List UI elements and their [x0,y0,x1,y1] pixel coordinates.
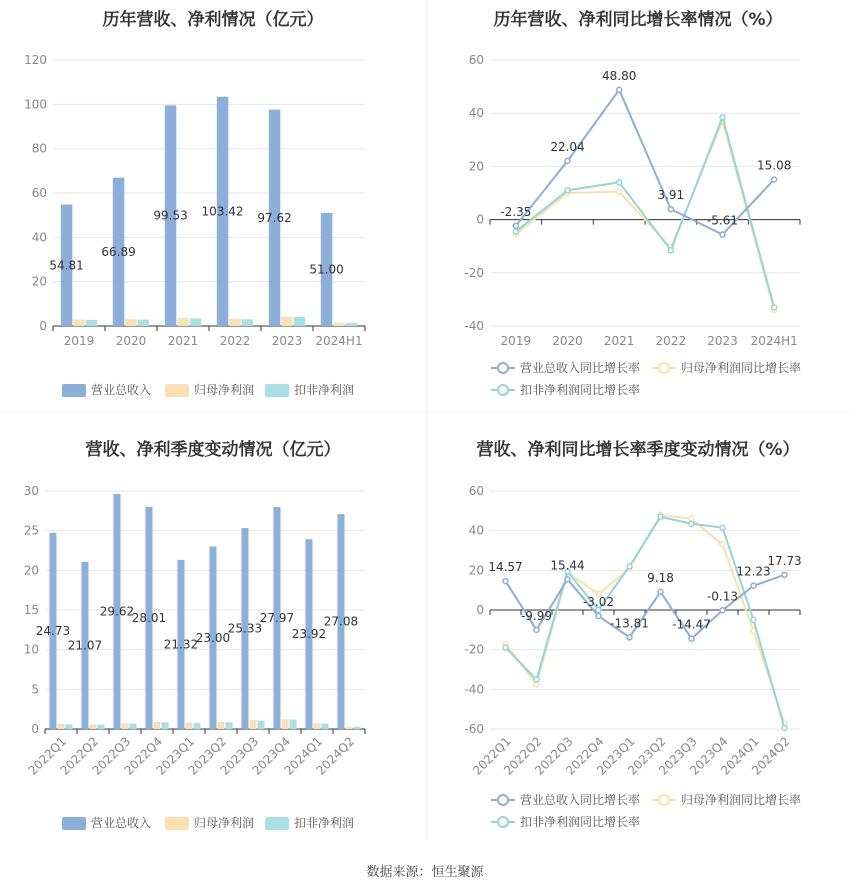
series-point [627,635,632,640]
quarterly-growth-rate-line-chart [464,439,801,829]
bar-deducted-profit [242,319,253,326]
bar-value-label: 28.01 [131,610,167,625]
series-point [513,229,518,234]
bar-value-label: 23.00 [195,630,231,645]
legend-swatch-marker [498,363,508,373]
bar-value-label: 51.00 [309,262,344,277]
x-tick-label: 2024Q2 [749,734,793,778]
bar-net-profit [57,724,64,729]
point-value-label: -2.35 [500,204,532,219]
legend-swatch-marker [659,363,669,373]
bar-value-label: 23.92 [291,627,327,642]
bar-net-profit [281,719,288,729]
point-value-label: 48.80 [601,68,637,83]
y-tick-label: 20 [23,563,39,578]
point-value-label: 14.57 [488,560,523,575]
legend-swatch [265,384,289,397]
x-tick-label: 2023Q3 [217,734,262,778]
bar-deducted-profit [294,317,305,326]
legend-swatch [62,817,86,830]
legend-label: 归母净利润 [194,383,255,397]
bar-value-label: 21.32 [163,637,199,652]
y-tick-label: -40 [464,319,484,333]
legend-label: 扣非净利润 [294,816,355,830]
series-point [751,617,756,622]
x-tick-label: 2022Q4 [563,734,607,778]
series-point [596,613,601,618]
x-tick-label: 2021 [603,334,635,348]
bar-net-profit [249,720,256,729]
x-tick-label: 2022 [219,334,251,348]
bar-value-label: 27.08 [323,614,359,629]
series-point [720,232,725,237]
bar-deducted-profit [162,722,169,729]
y-tick-label: -40 [464,682,484,697]
series-point [658,514,663,519]
series-point [689,636,694,641]
series-point [668,207,673,212]
chart-title: 营收、净利季度变动情况（亿元） [85,440,341,460]
x-tick-label: 2022Q1 [25,734,70,778]
legend-label: 营业总收入 [91,383,152,397]
x-tick-label: 2020 [552,334,583,348]
bar-value-label: 27.97 [259,611,295,626]
point-value-label: 17.73 [767,553,802,568]
bar-deducted-profit [194,723,201,729]
x-tick-label: 2023Q4 [249,734,294,778]
legend-label: 营业总收入同比增长率 [520,793,641,807]
legend-label: 归母净利润同比增长率 [681,361,802,375]
bar-value-label: 66.89 [101,244,136,259]
x-tick-label: 2020 [115,334,147,348]
bar-value-label: 97.62 [257,210,292,225]
x-tick-label: 2023Q1 [594,734,638,778]
point-value-label: 3.91 [657,188,685,203]
series-point [617,189,622,194]
bar-deducted-profit [66,724,73,729]
x-tick-label: 2022 [655,334,687,348]
y-tick-label: 0 [476,212,484,227]
legend-swatch-marker [498,795,508,805]
bar-value-label: 54.81 [49,258,84,273]
point-value-label: 15.44 [550,558,585,573]
series-point [658,589,663,594]
legend-swatch-marker [498,385,508,395]
y-tick-label: 120 [24,53,47,67]
y-tick-label: 20 [468,563,484,578]
y-tick-label: 60 [468,53,484,67]
annual-revenue-profit-bar-chart [24,9,365,397]
point-value-label: 12.23 [736,564,771,579]
series-point [782,726,787,731]
series-point [503,579,508,584]
y-tick-label: 20 [468,159,484,174]
series-point [565,158,570,163]
x-tick-label: 2022Q3 [532,734,576,778]
y-tick-label: 25 [23,523,39,538]
y-tick-label: 20 [31,274,47,289]
y-tick-label: 0 [31,722,39,736]
y-tick-label: 60 [31,186,47,200]
bar-deducted-profit [98,725,105,729]
series-point [668,248,673,253]
bar-deducted-profit [258,721,265,729]
x-tick-label: 2023Q3 [656,734,700,778]
series-point [513,223,518,228]
chart-title: 营收、净利同比增长率季度变动情况（%） [476,440,800,460]
bar-value-label: 24.73 [35,623,71,638]
bar-net-profit [345,727,352,729]
series-point [720,525,725,530]
bar-deducted-profit [86,320,97,326]
y-tick-label: -60 [464,722,484,736]
series-point [617,180,622,185]
x-tick-label: 2022Q2 [501,734,545,778]
y-tick-label: 30 [23,484,39,498]
bar-net-profit [217,722,224,729]
bar-deducted-profit [226,722,233,729]
bar-deducted-profit [130,723,137,729]
x-tick-label: 2023 [707,334,738,348]
x-tick-label: 2024H1 [750,334,798,348]
bar-net-profit [153,722,160,729]
x-tick-label: 2022Q3 [89,734,134,778]
series-point [565,188,570,193]
bar-deducted-profit [346,323,357,326]
y-tick-label: -20 [464,265,484,280]
x-tick-label: 2022Q2 [57,734,102,778]
data-source-label: 数据来源：恒生聚源 [366,865,484,880]
x-tick-label: 2024Q1 [281,734,326,778]
legend-swatch-marker [659,795,669,805]
legend-swatch [265,817,289,830]
point-value-label: -5.61 [706,213,739,228]
series-point [772,305,777,310]
series-point [751,583,756,588]
legend-swatch [165,817,189,830]
chart-title: 历年营收、净利情况（亿元） [102,10,324,30]
y-tick-label: 40 [468,106,484,121]
bar-net-profit [313,723,320,729]
annual-growth-rate-line-chart [464,9,801,397]
y-tick-label: 40 [31,230,47,245]
bar-net-profit [121,723,128,729]
legend-swatch [165,384,189,397]
y-tick-label: 60 [468,484,484,498]
y-tick-label: 0 [476,603,484,617]
y-tick-label: 15 [23,603,39,617]
x-tick-label: 2019 [63,334,95,348]
bar-deducted-profit [290,719,297,729]
bar-deducted-profit [190,318,201,326]
series-point [720,542,725,547]
bar-value-label: 99.53 [153,208,188,223]
x-tick-label: 2023Q2 [185,734,230,778]
x-tick-label: 2023 [271,334,303,348]
legend-label: 营业总收入同比增长率 [520,361,641,375]
point-value-label: 15.08 [756,158,792,173]
x-tick-label: 2023Q1 [153,734,198,778]
series-point [503,645,508,650]
bar-net-profit [89,724,96,729]
point-value-label: -13.81 [610,616,649,631]
series-point [689,521,694,526]
y-tick-label: 80 [31,141,47,156]
point-value-label: -14.47 [672,617,711,632]
legend-label: 扣非净利润 [294,383,355,397]
bar-net-profit [177,318,188,326]
y-tick-label: 100 [24,97,47,112]
y-tick-label: 0 [39,319,47,333]
series-point [720,115,725,120]
bar-value-label: 29.62 [99,604,135,619]
series-point [617,87,622,92]
bar-value-label: 25.33 [227,621,263,636]
x-tick-label: 2021 [167,334,199,348]
legend-swatch-marker [498,817,508,827]
legend-swatch [62,384,86,397]
y-tick-label: 5 [31,682,39,697]
x-tick-label: 2019 [500,334,532,348]
series-point [534,677,539,682]
bar-deducted-profit [322,723,329,729]
y-tick-label: 10 [23,642,39,657]
point-value-label: -9.99 [520,608,553,623]
point-value-label: 22.04 [550,139,585,154]
series-point [772,177,777,182]
x-tick-label: 2024Q1 [718,734,762,778]
bar-deducted-profit [138,320,149,326]
bar-value-label: 103.42 [201,204,244,219]
bar-net-profit [185,723,192,729]
bar-net-profit [73,320,84,326]
legend-label: 归母净利润 [194,816,255,830]
legend-label: 营业总收入 [91,816,152,830]
point-value-label: -3.02 [582,594,615,609]
x-tick-label: 2023Q2 [625,734,669,778]
x-tick-label: 2024H1 [315,334,363,348]
legend-label: 扣非净利润同比增长率 [520,383,641,397]
y-tick-label: -20 [464,642,484,657]
x-tick-label: 2022Q4 [121,734,166,778]
series-point [534,627,539,632]
series-point [627,564,632,569]
bar-net-profit [281,316,292,326]
bar-value-label: 21.07 [67,638,103,653]
bar-deducted-profit [354,727,361,729]
series-point [720,608,725,613]
y-tick-label: 40 [468,523,484,538]
quarterly-revenue-profit-bar-chart [24,439,365,830]
legend-label: 归母净利润同比增长率 [681,793,802,807]
x-tick-label: 2024Q2 [313,734,358,778]
legend-label: 扣非净利润同比增长率 [520,815,641,829]
bar-net-profit [333,323,344,326]
series-point [782,572,787,577]
chart-title: 历年营收、净利同比增长率情况（%） [493,10,783,30]
x-tick-label: 2023Q4 [687,734,731,778]
bar-net-profit [229,319,240,326]
x-tick-label: 2022Q1 [470,734,514,778]
bar-net-profit [125,319,136,326]
series-point [565,577,570,582]
point-value-label: 9.18 [647,570,674,585]
point-value-label: -0.13 [706,589,739,604]
